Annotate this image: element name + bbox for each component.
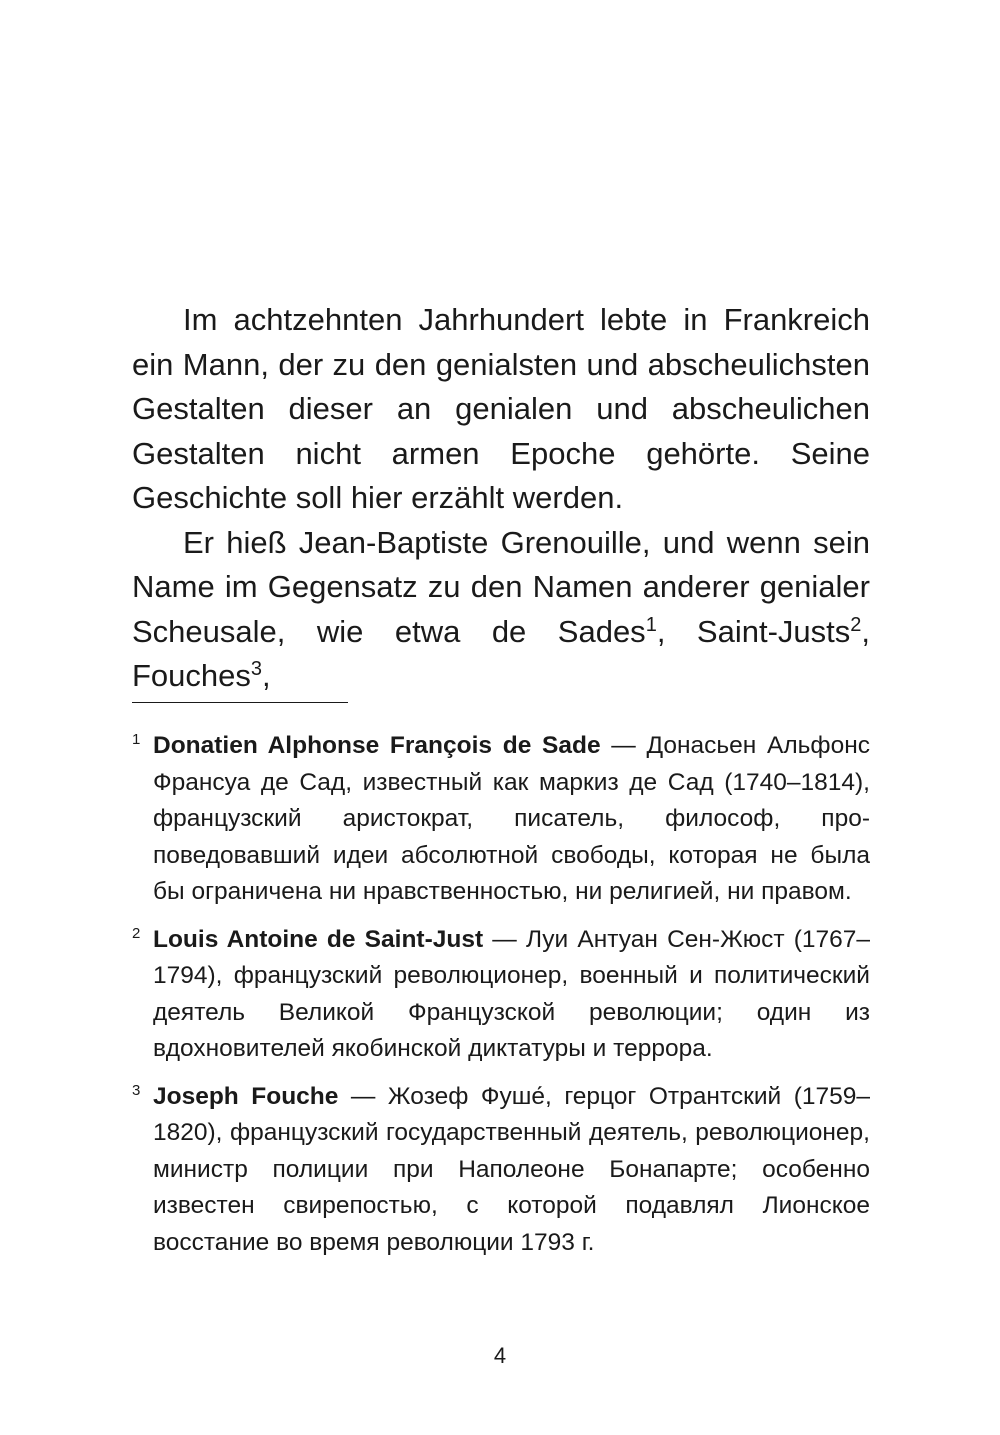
footnote-ref-3[interactable]: 3 — [250, 658, 263, 680]
footnotes — [132, 728, 870, 1272]
footnote-number: 1 — [132, 731, 141, 748]
footnote-text: — Луи Антуан Сен-Жюст (1767–1794), французский революционер, военный и политический деятель Великой Французской революции; один из вдохновителей якобинской диктатуры и террора. — [153, 925, 870, 1062]
paragraph-2-text-a: Er hieß Jean-Baptiste Grenouille, und wenn sein Name im Gegensatz zu den Namen anderer genialer Scheusale, wie etwa de Sades — [132, 524, 870, 649]
footnote-number: 3 — [132, 1081, 141, 1099]
footnote-term: Joseph Fouche — [153, 1082, 339, 1110]
footnote-text: — Донасьен Альфонс Франсуа де Сад, известный как маркиз де Сад (1740–1814), французский аристократ, писатель, философ, проповедовавший идеи абсолютной свободы, которая не была бы ограничена ни нравственностью, ни религией, ни правом. — [153, 732, 870, 905]
footnote-3 — [132, 1079, 870, 1262]
page-number: 4 — [493, 1343, 507, 1368]
footnote-1 — [132, 728, 870, 911]
footnote-ref-1[interactable]: 1 — [645, 613, 657, 636]
footnote-2 — [132, 922, 870, 1068]
footnote-ref-2[interactable]: 2 — [850, 613, 862, 636]
main-text — [132, 298, 870, 699]
footnote-text: — Жозеф Фуше́, герцог Отрантский (1759–1820), французский государственный деятель, революционер, министр полиции при Наполеоне Бонапарте; особенно известен свирепостью, с которой подавлял Лионское восстание во время революции 1793 г. — [153, 1082, 870, 1256]
footnote-term: Louis Antoine de Saint-Just — [153, 925, 484, 953]
paragraph-2-text-d: , — [262, 658, 271, 693]
footnote-divider — [132, 702, 348, 703]
paragraph-2-text-b: , Saint-Justs — [656, 613, 851, 649]
paragraph-2 — [132, 521, 870, 699]
footnote-number: 2 — [132, 924, 141, 942]
paragraph-1: Im achtzehnten Jahrhundert lebte in Frankreich ein Mann, der zu den genialsten und abscheulichsten Gestalten dieser an genialen und abscheulichen Gestalten nicht armen Epoche gehörte. Seine Geschichte soll hier erzählt werden. — [132, 302, 870, 515]
footnote-term: Donatien Alphonse François de Sade — [153, 732, 601, 759]
paragraph-2-text-c: , Fouches — [132, 613, 870, 693]
